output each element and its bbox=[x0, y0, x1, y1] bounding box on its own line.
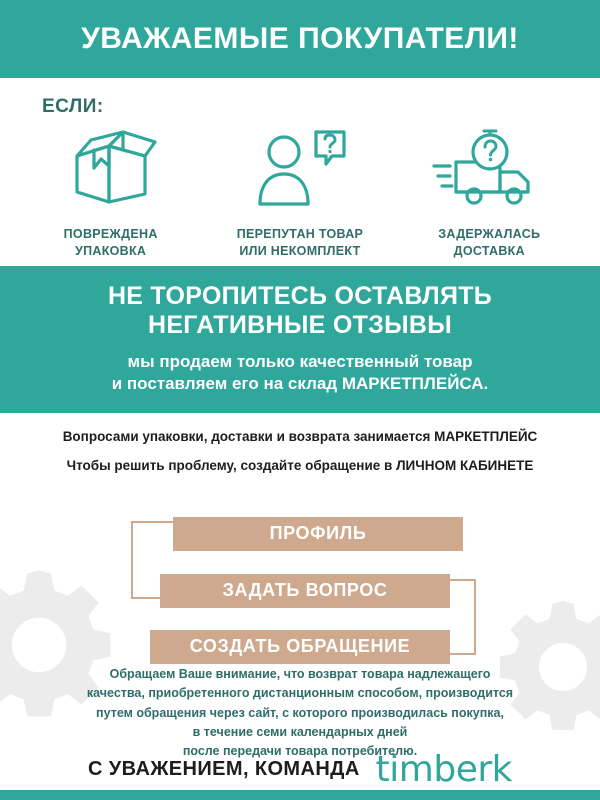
reason-item bbox=[215, 124, 385, 260]
reason-label: ПЕРЕПУТАН ТОВАР ИЛИ НЕКОМПЛЕКТ bbox=[236, 227, 364, 258]
disclaimer-line-4: в течение семи календарных дней bbox=[192, 725, 408, 740]
reason-item bbox=[26, 124, 196, 260]
banner-title-line1: НЕ ТОРОПИТЕСЬ ОСТАВЛЯТЬ bbox=[107, 281, 493, 310]
step-connector-right bbox=[450, 579, 476, 655]
disclaimer-text bbox=[0, 665, 600, 762]
banner-title bbox=[20, 282, 580, 341]
bottom-accent-bar bbox=[0, 790, 600, 800]
banner-subtitle bbox=[20, 351, 580, 395]
warning-banner bbox=[0, 266, 600, 413]
banner-sub-line1: мы продаем только качественный товар bbox=[127, 351, 473, 371]
if-label: ЕСЛИ: bbox=[42, 96, 104, 117]
disclaimer-line-3: путем обращения через сайт, с которого производилась покупка, bbox=[96, 705, 504, 720]
footer-text: С УВАЖЕНИЕМ, КОМАНДА bbox=[87, 757, 360, 780]
note-personal-account: Чтобы решить проблему, создайте обращение в ЛИЧНОМ КАБИНЕТЕ bbox=[66, 457, 534, 473]
step-profile[interactable]: ПРОФИЛЬ bbox=[173, 517, 463, 551]
note-marketplace: Вопросами упаковки, доставки и возврата занимается МАРКЕТПЛЕЙС bbox=[62, 428, 538, 444]
reasons-list bbox=[0, 124, 600, 260]
step-create-request[interactable]: СОЗДАТЬ ОБРАЩЕНИЕ bbox=[150, 630, 450, 664]
damaged-box-icon bbox=[57, 124, 165, 216]
notes-section bbox=[0, 413, 600, 493]
disclaimer-line-5: после передачи товара потребителю. bbox=[182, 744, 418, 759]
disclaimer-line-1: Обращаем Ваше внимание, что возврат товара надлежащего bbox=[109, 666, 491, 681]
brand-logo: timberk bbox=[375, 748, 513, 790]
if-section bbox=[0, 78, 600, 266]
delivery-truck-icon bbox=[430, 124, 548, 216]
reason-label: ЗАДЕРЖАЛАСЬ ДОСТАВКА bbox=[438, 227, 541, 258]
person-question-icon bbox=[246, 124, 354, 216]
header-banner bbox=[0, 0, 600, 78]
banner-sub-line2: и поставляем его на склад МАРКЕТПЛЕЙСА. bbox=[111, 373, 489, 393]
reason-label: ПОВРЕЖДЕНА УПАКОВКА bbox=[63, 227, 158, 258]
page-title: УВАЖАЕМЫЕ ПОКУПАТЕЛИ! bbox=[81, 22, 519, 55]
banner-title-line2: НЕГАТИВНЫЕ ОТЗЫВЫ bbox=[147, 311, 453, 340]
disclaimer-line-2: качества, приобретенного дистанционным способом, производится bbox=[86, 686, 514, 701]
step-ask-question[interactable]: ЗАДАТЬ ВОПРОС bbox=[160, 574, 450, 608]
reason-item bbox=[404, 124, 574, 260]
steps-flow bbox=[0, 499, 600, 659]
